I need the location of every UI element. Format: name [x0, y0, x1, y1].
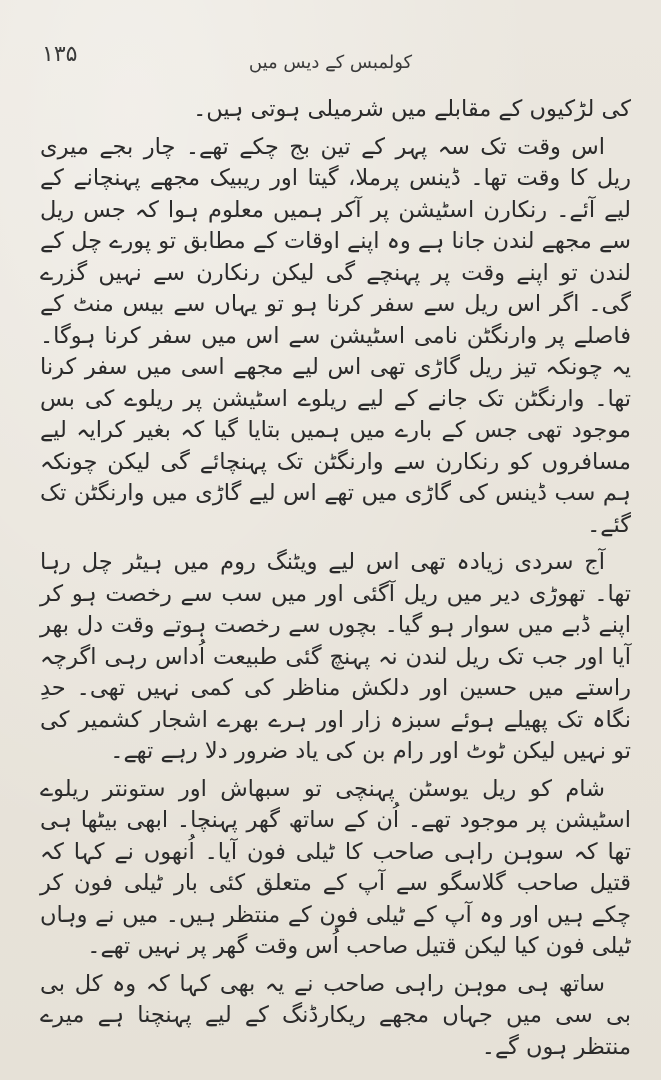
body-text: [40, 94, 631, 1060]
page-number: ۱۳۵: [42, 42, 78, 67]
paragraph-1: کی لڑکیوں کے مقابلے میں شرمیلی ہوتی ہیں۔: [193, 96, 631, 122]
paragraph-4: شام کو ریل یوسٹن پہنچی تو سبھاش اور ستونتر ریلوے اسٹیشن پر موجود تھے۔ اُن کے ساتھ گھر پہنچا۔ ابھی بیٹھا ہی تھا کہ سوہن راہی صاحب کا ٹیلی فون آیا۔ اُنھوں نے کہا کہ قتیل صاحب گلاسگو سے آپ کے متعلق کئی بار ٹیلی فون کر چکے ہیں اور وہ آپ کے ٹیلی فون کے منتظر ہیں۔ میں نے وہاں ٹیلی فون کیا لیکن قتیل صاحب اُس وقت گھر پر نہیں تھے۔: [40, 775, 631, 959]
running-head: کولمبس کے دیس میں: [248, 52, 413, 73]
paragraph-3: آج سردی زیادہ تھی اس لیے ویٹنگ روم میں ہیٹر چل رہا تھا۔ تھوڑی دیر میں ریل آگئی اور میں سب سے رخصت ہو کر اپنے ڈبے میں سوار ہو گیا۔ بچوں سے رخصت ہوتے وقت دل بھر آیا اور جب تک ریل لندن نہ پہنچ گئی طبیعت اُداس رہی اگرچہ راستے میں حسین اور دلکش مناظر کی کمی نہیں تھی۔ حدِ نگاہ تک پھیلے ہوئے سبزہ زار اور ہرے بھرے اشجار کشمیر کی تو نہیں لیکن ٹوٹ اور رام بن کی یاد ضرور دلا رہے تھے۔: [40, 549, 631, 764]
paragraph-2: اس وقت تک سہ پہر کے تین بج چکے تھے۔ چار بجے میری ریل کا وقت تھا۔ ڈینس پرملا، گیتا اور ریبیک مجھے پہنچانے کے لیے آئے۔ رنکارن اسٹیشن پر آکر ہمیں معلوم ہوا کہ جس ریل سے مجھے لندن جانا ہے وہ اپنے اوقات کے مطابق تو پورے چل کے لندن تو اپنے وقت پر پہنچے گی لیکن رنکارن سے نہیں گزرے گی۔ اگر اس ریل سے سفر کرنا ہو تو یہاں سے بیس منٹ کے فاصلے پر وارنگٹن نامی اسٹیشن سے اس میں سفر کرنا ہوگا۔ یہ چونکہ تیز ریل گاڑی تھی اس لیے مجھے اسی میں سفر کرنا تھا۔ وارنگٹن تک جانے کے لیے ریلوے اسٹیشن پر ریلوے کی بس موجود تھی جس کے بارے میں ہمیں بتایا گیا کہ بغیر کرایہ لیے مسافروں کو رنکارن سے وارنگٹن تک پہنچائے گی لیکن چونکہ ہم سب ڈینس کی گاڑی میں تھے اس لیے گاڑی میں وارنگٹن تک گئے۔: [40, 133, 631, 538]
paragraph-5: ساتھ ہی موہن راہی صاحب نے یہ بھی کہا کہ وہ کل بی بی سی میں جہاں مجھے ریکارڈنگ کے لیے پہنچنا ہے میرے منتظر ہوں گے۔: [40, 970, 631, 1060]
